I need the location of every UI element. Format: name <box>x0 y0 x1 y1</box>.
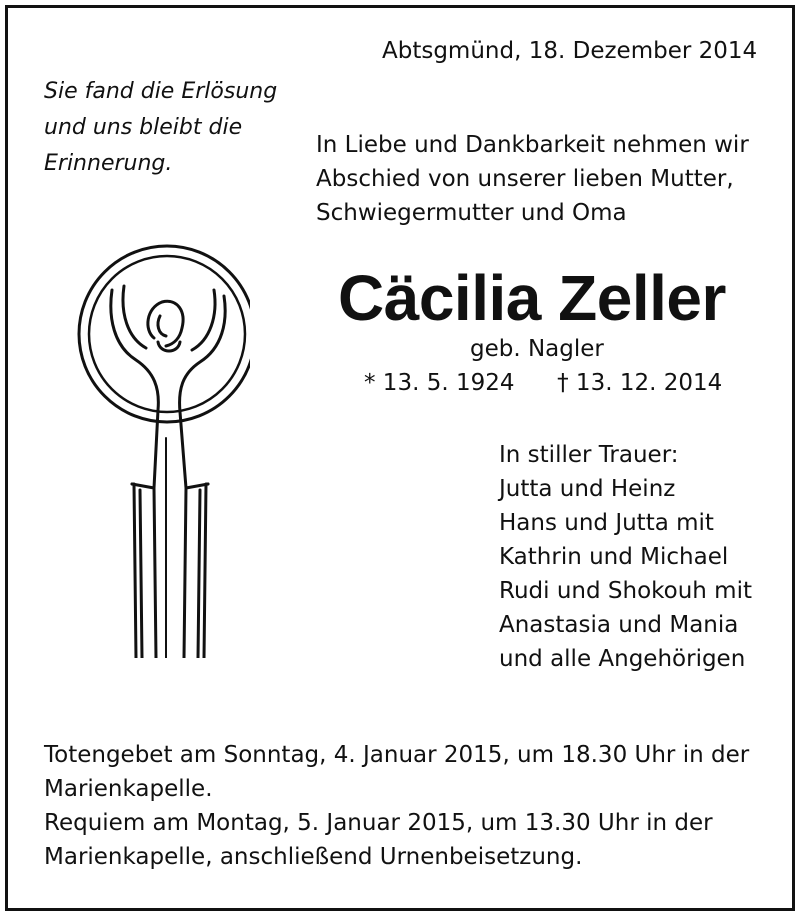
place-date: Abtsgmünd, 18. Dezember 2014 <box>382 38 758 64</box>
service-line: Marienkapelle, anschließend Urnenbeisetzung. <box>44 844 583 870</box>
mourners-list <box>499 438 752 676</box>
intro-line: Schwiegermutter und Oma <box>316 200 627 226</box>
service-line: Totengebet am Sonntag, 4. Januar 2015, um 18.30 Uhr in der <box>44 742 750 768</box>
birth-date: * 13. 5. 1924 <box>364 370 515 396</box>
intro-text <box>316 128 749 230</box>
risen-figure-cross-icon <box>74 238 250 658</box>
death-date: † 13. 12. 2014 <box>557 370 723 396</box>
motto-quote <box>44 74 304 182</box>
motto-line: Sie fand die Erlösung <box>44 79 278 104</box>
motto-line: Erinnerung. <box>44 151 173 176</box>
life-dates <box>364 366 722 400</box>
mourner-line: Kathrin und Michael <box>499 544 729 570</box>
mourners-heading: In stiller Trauer: <box>499 442 679 468</box>
mourner-line: Jutta und Heinz <box>499 476 676 502</box>
mourner-line: und alle Angehörigen <box>499 646 746 672</box>
motto-line: und uns bleibt die <box>44 115 243 140</box>
service-line: Requiem am Montag, 5. Januar 2015, um 13.30 Uhr in der <box>44 810 713 836</box>
deceased-name: Cäcilia Zeller <box>338 262 726 334</box>
mourner-line: Anastasia und Mania <box>499 612 739 638</box>
intro-line: Abschied von unserer lieben Mutter, <box>316 166 734 192</box>
mourner-line: Hans und Jutta mit <box>499 510 714 536</box>
service-line: Marienkapelle. <box>44 776 213 802</box>
intro-line: In Liebe und Dankbarkeit nehmen wir <box>316 132 749 158</box>
service-info <box>44 738 749 874</box>
mourner-line: Rudi und Shokouh mit <box>499 578 752 604</box>
birth-name: geb. Nagler <box>470 336 604 362</box>
